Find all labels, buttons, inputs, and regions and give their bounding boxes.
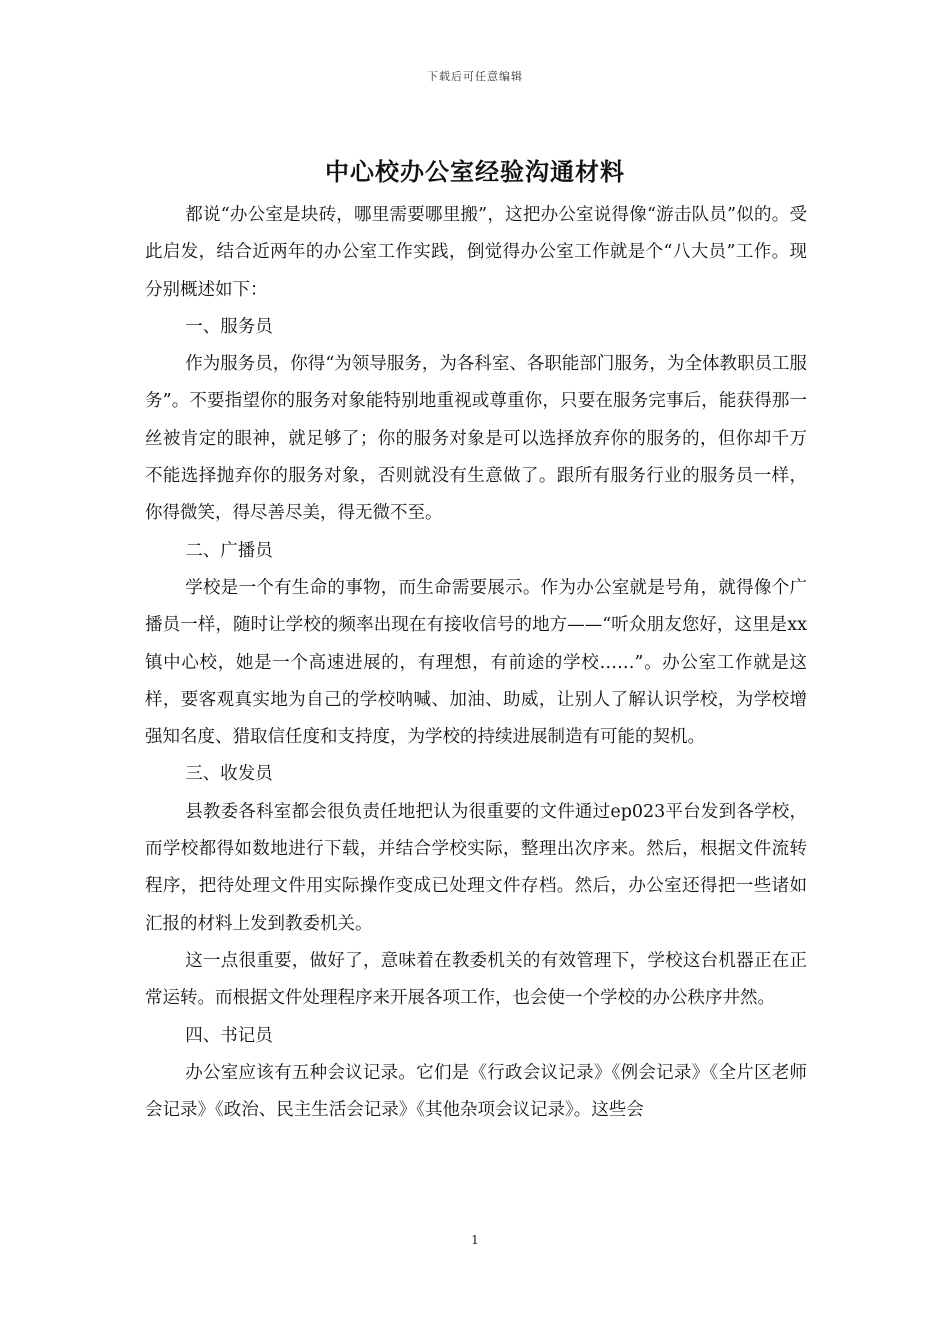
section-heading-broadcast: 二、广播员 [185, 540, 273, 561]
section-heading-clerk: 四、书记员 [185, 1025, 273, 1046]
document-body [145, 197, 807, 1129]
paragraph-dispatch-importance: 这一点很重要，做好了，意味着在教委机关的有效管理下，学校这台机器正在正常运转。而根据文件处理程序来开展各项工作，也会使一个学校的办公秩序井然。 [145, 950, 807, 1009]
paragraph-clerk: 办公室应该有五种会议记录。它们是《行政会议记录》《例会记录》《全片区老师会记录》《政治、民主生活会记录》《其他杂项会议记录》。这些会 [145, 1062, 807, 1121]
page-number: 1 [471, 1233, 479, 1247]
intro-paragraph: 都说“办公室是块砖，哪里需要哪里搬”，这把办公室说得像“游击队员”似的。受此启发，结合近两年的办公室工作实践，倒觉得办公室工作就是个“八大员”工作。现分别概述如下： [145, 205, 807, 300]
paragraph-service: 作为服务员，你得“为领导服务，为各科室、各职能部门服务，为全体教职员工服务”。不要指望你的服务对象能特别地重视或尊重你，只要在服务完事后，能获得那一丝被肯定的眼神，就足够了；你的服务对象是可以选择放弃你的服务的，但你却千万不能选择抛弃你的服务对象，否则就没有生意做了。跟所有服务行业的服务员一样，你得微笑，得尽善尽美，得无微不至。 [145, 354, 807, 524]
paragraph-broadcast: 学校是一个有生命的事物，而生命需要展示。作为办公室就是号角，就得像个广播员一样，随时让学校的频率出现在有接收信号的地方——“听众朋友您好，这里是xx镇中心校，她是一个高速进展的，有理想，有前途的学校……”。办公室工作就是这样，要客观真实地为自己的学校呐喊、加油、助威，让别人了解认识学校，为学校增强知名度、猎取信任度和支持度，为学校的持续进展制造有可能的契机。 [145, 577, 807, 748]
section-heading-dispatch: 三、收发员 [185, 764, 273, 785]
header-note: 下载后可任意编辑 [427, 70, 523, 83]
document-title: 中心校办公室经验沟通材料 [325, 158, 625, 186]
section-heading-service: 一、服务员 [185, 316, 273, 337]
paragraph-dispatch: 县教委各科室都会很负责任地把认为很重要的文件通过ep023平台发到各学校，而学校都得如数地进行下载，并结合学校实际，整理出次序来。然后，根据文件流转程序，把待处理文件用实际操作变成已处理文件存档。然后，办公室还得把一些诸如汇报的材料上发到教委机关。 [145, 801, 807, 934]
